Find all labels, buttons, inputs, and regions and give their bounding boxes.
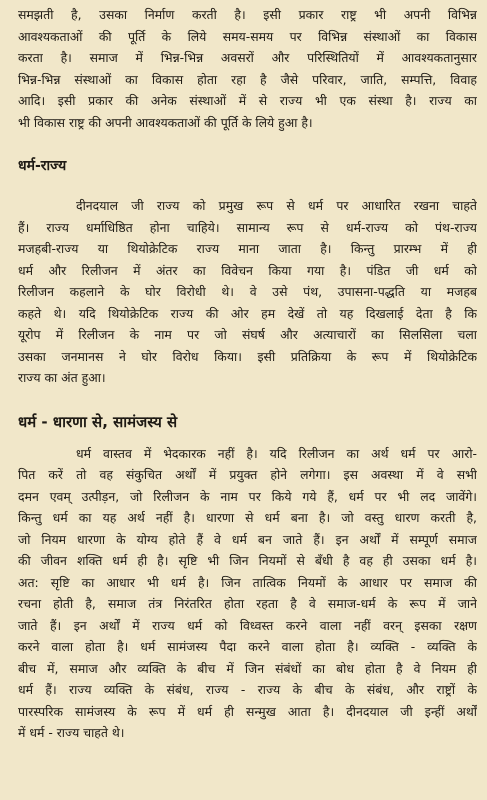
text-line: उसका जनमानस ने घोर विरोध किया। इसी प्रतिक्रिया के रूप में थियोक्रेटिक bbox=[18, 348, 477, 364]
text-line: रचना होती है, समाज तंत्र निरंतरित होता रहता है वे समाज-धर्म के रूप में जाने bbox=[18, 596, 477, 611]
text-line: आदि। इसी प्रकार की अनेक संस्थाओं में से राज्य भी एक संस्था है। राज्य का bbox=[18, 93, 477, 108]
text-line: आवश्यकताओं की पूर्ति के लिये समय-समय पर विभिन्न संस्थाओं का विकास bbox=[18, 28, 477, 44]
text-line: मजहबी-राज्य या थियोक्रेटिक राज्य माना जाता है। किन्तु प्रारम्भ में ही bbox=[18, 241, 477, 256]
text-line: करता है। समाज में भिन्न-भिन्न अवसरों और परिस्थितियों में आवश्यकतानुसार bbox=[18, 50, 477, 65]
text-line: बीच में, समाज और व्यक्ति के बीच में जिन संबंधों का बोध होता है वे नियम ही bbox=[18, 660, 477, 676]
text-line: की जीवन शक्ति धर्म ही है। सृष्टि भी जिन नियमों से बँधी है वह ही उसका धर्म है। bbox=[18, 553, 477, 568]
text-line: पारस्परिक सामंजस्य के रूप में धर्म ही सन्मुख आता है। दीनदयाल जी इन्हीं अर्थों bbox=[18, 703, 477, 719]
text-line: दमन एवम् उत्पीड़न, जो रिलीजन के नाम पर किये गये हैं, धर्म पर भी लद जावेंगे। bbox=[18, 488, 477, 504]
text-line: भी विकास राष्ट्र की अपनी आवश्यकताओं की पूर्ति के लिये हुआ है। bbox=[18, 114, 313, 130]
text-line: जो नियम धारणा के योग्य होते हैं वे धर्म बन जाते हैं। इन अर्थों में सम्पूर्ण समाज bbox=[18, 531, 477, 547]
text-line: धर्म हैं। राज्य व्यक्ति के संबंध, राज्य - राज्य के बीच के संबंध, और राष्ट्रों के bbox=[18, 682, 477, 697]
text-line: भिन्न-भिन्न संस्थाओं का विकास होता रहा है जैसे परिवार, जाति, सम्पत्ति, विवाह bbox=[18, 71, 477, 87]
section-heading-dharma-dharana: धर्म - धारणा से, सामंजस्य से bbox=[18, 412, 178, 431]
text-line: धर्म वास्तव में भेदकारक नहीं है। यदि रिलीजन का अर्थ धर्म पर आरो- bbox=[76, 445, 477, 461]
text-line: अत: सृष्टि का आधार भी धर्म है। जिन तात्विक नियमों के आधार पर समाज की bbox=[18, 574, 477, 590]
text-line: यूरोप में रिलीजन के नाम पर जो संघर्ष और अत्याचारों का सिलसिला चला bbox=[18, 327, 477, 342]
text-line: दीनदयाल जी राज्य को प्रमुख रूप से धर्म पर आधारित रखना चाहते bbox=[76, 198, 477, 213]
text-line: हैं। राज्य धर्माधिष्ठित होना चाहिये। सामान्य रूप से धर्म-राज्य को पंथ-राज्य bbox=[18, 219, 477, 235]
text-line: कहते थे। यदि थियोक्रेटिक राज्य की ओर हम देखें तो यह दिखलाई देता है कि bbox=[18, 305, 477, 321]
text-line: धर्म और रिलीजन में अंतर का विवेचन किया गया है। पंडित जी धर्म को bbox=[18, 262, 477, 278]
text-line: पित करें तो वह संकुचित अर्थों में प्रयुक्त होने लगेगा। इस अवस्था में वे सभी bbox=[18, 467, 477, 482]
section-2-paragraph bbox=[18, 443, 477, 744]
text-line: किन्तु धर्म का यह अर्थ नहीं है। धारणा से धर्म बना है। जो वस्तु धारण करती है, bbox=[18, 510, 477, 525]
section-1-paragraph bbox=[18, 195, 477, 389]
section-heading-dharma-rajya: धर्म-राज्य bbox=[18, 158, 67, 174]
text-line: करने वाला होता है। धर्म सामंजस्य पैदा करने वाला होता है। व्यक्ति - व्यक्ति के bbox=[18, 639, 477, 654]
text-line: में धर्म - राज्य चाहते थे। bbox=[18, 725, 125, 740]
text-line: जाते हैं। इन अर्थों में राज्य धर्म को विध्वस्त करने वाला नहीं वरन् इसका रक्षण bbox=[18, 617, 477, 633]
text-line: समझती है, उसका निर्माण करती है। इसी प्रकार राष्ट्र भी अपनी विभिन्न bbox=[18, 7, 477, 22]
text-line: राज्य का अंत हुआ। bbox=[18, 370, 106, 385]
text-line: रिलीजन कहलाने के घोर विरोधी थे। वे उसे पंथ, उपासना-पद्धति या मजहब bbox=[18, 284, 477, 299]
intro-paragraph bbox=[18, 4, 477, 133]
